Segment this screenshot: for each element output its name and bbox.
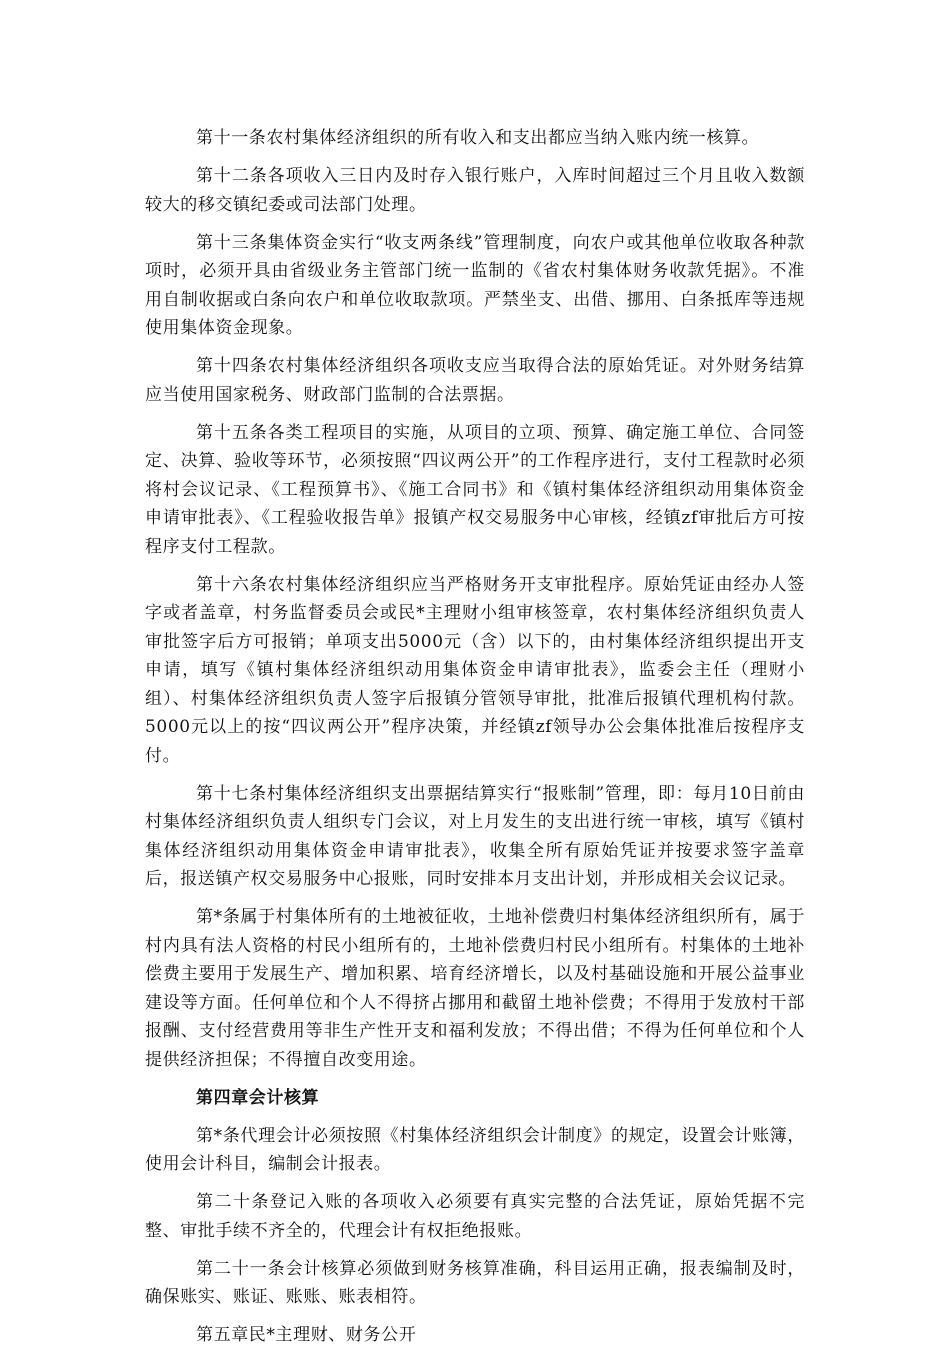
article-20: 第二十条登记入账的各项收入必须要有真实完整的合法凭证，原始凭据不完整、审批手续不齐全的，代理会计有权拒绝报账。 xyxy=(145,1192,805,1241)
chapter-5-heading: 第五章民*主理财、财务公开 xyxy=(196,1325,417,1345)
article-13: 第十三条集体资金实行“收支两条线”管理制度，向农户或其他单位收取各种款项时，必须开具由省级业务主管部门统一监制的《省农村集体财务收款凭据》。不准用自制收据或白条向农户和单位收取款项。严禁坐支、出借、挪用、白条抵库等违规使用集体资金现象。 xyxy=(145,232,805,338)
article-16: 第十六条农村集体经济组织应当严格财务开支审批程序。原始凭证由经办人签字或者盖章，村务监督委员会或民*主理财小组审核签章，农村集体经济组织负责人审批签字后方可报销；单项支出5000元（含）以下的，由村集体经济组织提出开支申请，填写《镇村集体经济组织动用集体资金申请审批表》，监委会主任（理财小组）、村集体经济组织负责人签字后报镇分管领导审批，批准后报镇代理机构付款。5000元以上的按“四议两公开”程序决策，并经镇zf领导办公会集体批准后按程序支付。 xyxy=(145,574,805,766)
article-land-compensation: 第*条属于村集体所有的土地被征收，土地补偿费归村集体经济组织所有，属于村内具有法人资格的村民小组所有的，土地补偿费归村民小组所有。村集体的土地补偿费主要用于发展生产、增加积累、培育经济增长，以及村基础设施和开展公益事业建设等方面。任何单位和个人不得挤占挪用和截留土地补偿费；不得用于发放村干部报酬、支付经营费用等非生产性开支和福利发放；不得出借；不得为任何单位和个人提供经济担保；不得擅自改变用途。 xyxy=(145,907,805,1070)
document-body xyxy=(145,124,805,1359)
article-15: 第十五条各类工程项目的实施，从项目的立项、预算、确定施工单位、合同签定、决算、验收等环节，必须按照“四议两公开”的工作程序进行，支付工程款时必须将村会议记录、《工程预算书》、《施工合同书》和《镇村集体经济组织动用集体资金申请审批表》、《工程验收报告单》报镇产权交易服务中心审核，经镇zf审批后方可按程序支付工程款。 xyxy=(145,422,805,557)
article-17: 第十七条村集体经济组织支出票据结算实行“报账制”管理，即：每月10日前由村集体经济组织负责人组织专门会议，对上月发生的支出进行统一审核，填写《镇村集体经济组织动用集体资金申请审批表》，收集全所有原始凭证并按要求签字盖章后，报送镇产权交易服务中心报账，同时安排本月支出计划，并形成相关会议记录。 xyxy=(145,783,805,889)
chapter-4-heading: 第四章会计核算 xyxy=(196,1087,320,1108)
article-12: 第十二条各项收入三日内及时存入银行账户，入库时间超过三个月且收入数额较大的移交镇纪委或司法部门处理。 xyxy=(145,166,805,215)
article-14: 第十四条农村集体经济组织各项收支应当取得合法的原始凭证。对外财务结算应当使用国家税务、财政部门监制的合法票据。 xyxy=(145,356,805,405)
article-11: 第十一条农村集体经济组织的所有收入和支出都应当纳入账内统一核算。 xyxy=(196,128,760,148)
article-accounting-agent: 第*条代理会计必须按照《村集体经济组织会计制度》的规定，设置会计账簿，使用会计科目，编制会计报表。 xyxy=(145,1125,805,1174)
article-21: 第二十一条会计核算必须做到财务核算准确，科目运用正确，报表编制及时，确保账实、账证、账账、账表相符。 xyxy=(145,1258,805,1307)
